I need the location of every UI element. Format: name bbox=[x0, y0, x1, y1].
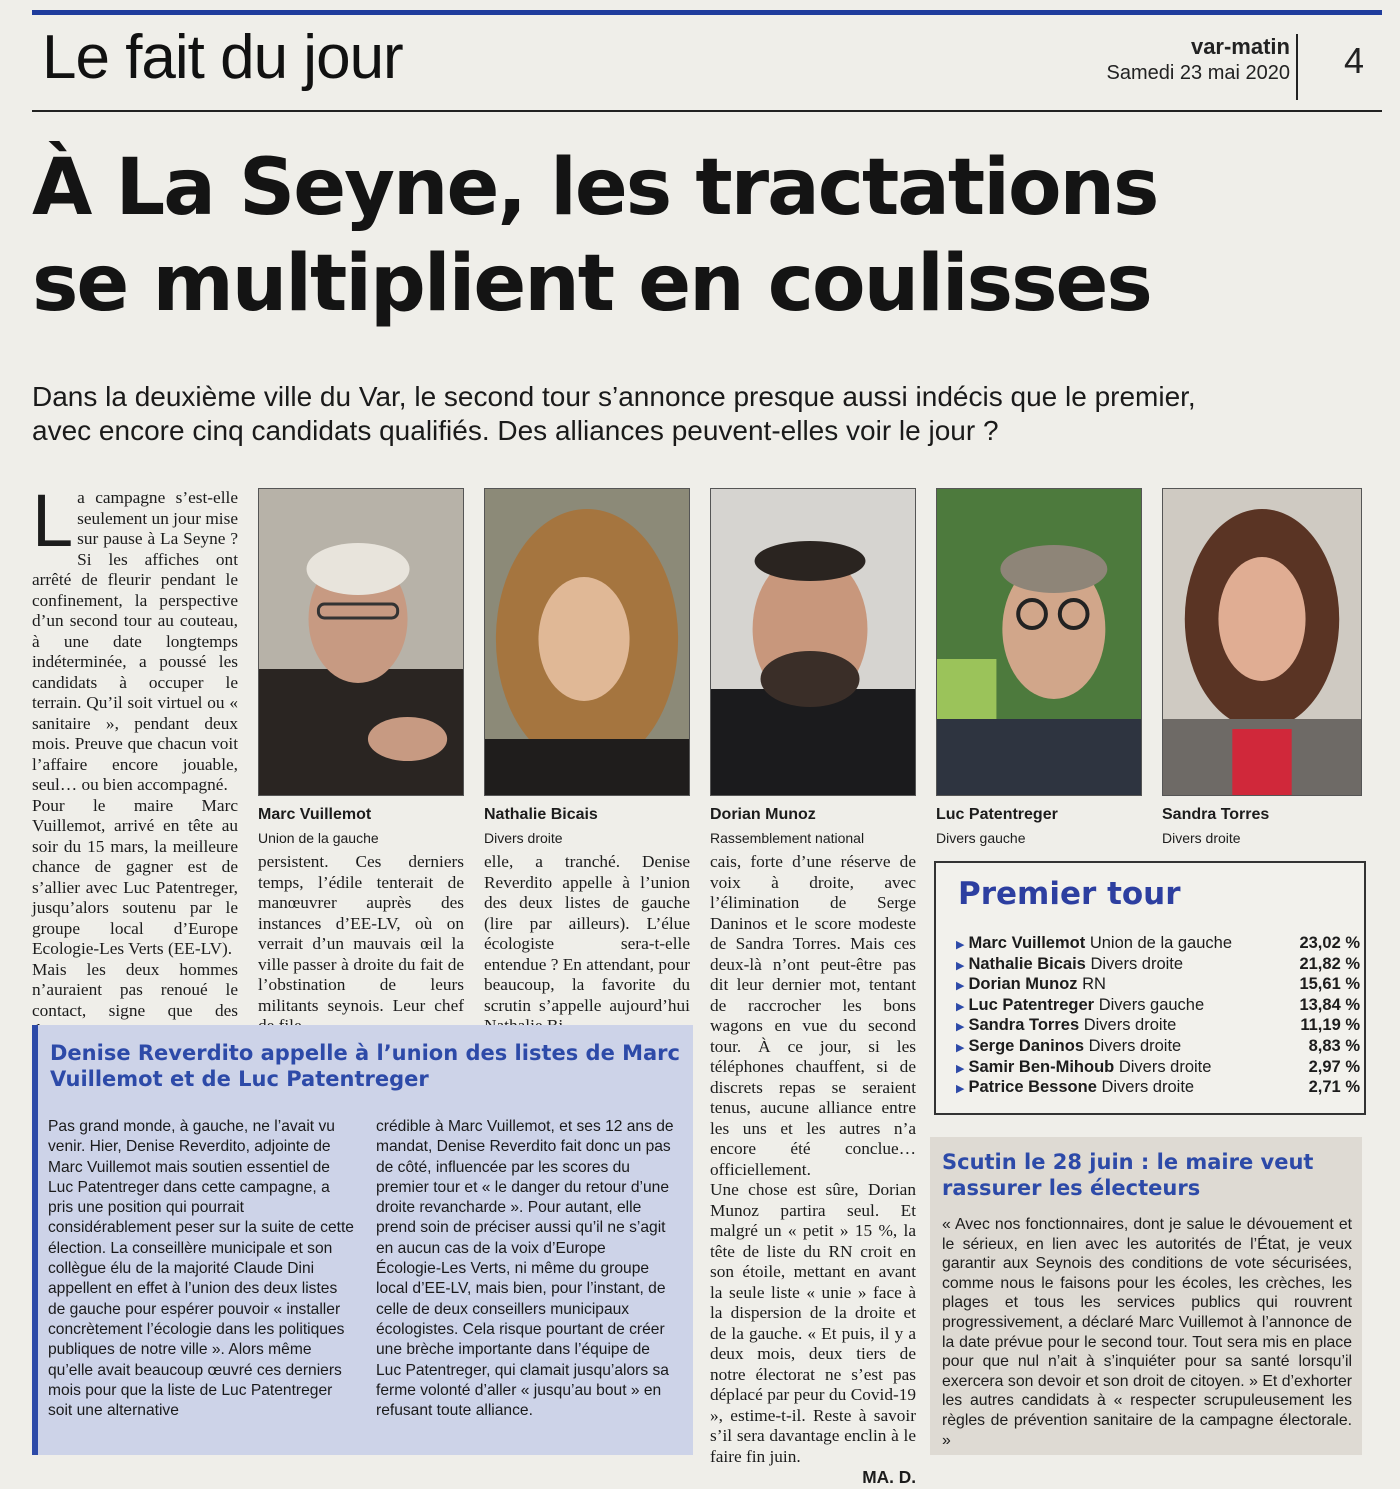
result-name: Sandra Torres bbox=[968, 1016, 1080, 1035]
candidate-name: Sandra Torres bbox=[1162, 806, 1270, 823]
result-party: Divers droite bbox=[1088, 1037, 1182, 1055]
candidate-card bbox=[710, 488, 916, 846]
candidate-name: Luc Patentreger bbox=[936, 806, 1058, 823]
bullet-icon: ▶ bbox=[956, 1042, 965, 1054]
article-column-1 bbox=[32, 479, 238, 1042]
candidate-card bbox=[258, 488, 464, 846]
result-percent: 2,97 % bbox=[1308, 1057, 1360, 1076]
sidebar-title: Denise Reverdito appelle à l’union des listes de Marc Vuillemot et de Luc Patentreger bbox=[50, 1041, 680, 1091]
sidebar-column-1: Pas grand monde, à gauche, ne l’avait vu venir. Hier, Denise Reverdito, adjointe de Marc Vuillemot mais soutien essentiel de Luc Patentreger dans cette campagne, a pris une position qui pourrait considérablement peser sur la suite de cette élection. La conseillère municipale et son collègue élu de la majorité Claude Dini appellent en effet à l’union des deux listes de gauche pour espérer pouvoir « installer concrètement l’écologie dans les politiques publiques de notre ville ». Alors même qu’elle avait beaucoup œuvré ces derniers mois pour que la liste de Luc Patentreger soit une alternative bbox=[48, 1118, 354, 1420]
page-number: 4 bbox=[1344, 40, 1365, 81]
candidate-party: Union de la gauche bbox=[258, 830, 379, 846]
candidate-card bbox=[936, 488, 1142, 846]
result-percent: 15,61 % bbox=[1299, 975, 1360, 994]
result-row bbox=[956, 934, 1360, 955]
result-name: Nathalie Bicais bbox=[968, 954, 1086, 973]
result-row bbox=[956, 1078, 1360, 1099]
newspaper-name: var-matin bbox=[1190, 34, 1290, 59]
bullet-icon: ▶ bbox=[956, 1021, 965, 1034]
intro-line-1: Dans la deuxième ville du Var, le second tour s’annonce presque aussi indécis que le premier, bbox=[32, 381, 1196, 412]
candidate-card bbox=[1162, 488, 1362, 846]
result-row bbox=[956, 975, 1360, 996]
result-row bbox=[956, 1037, 1360, 1058]
headline-line-1: À La Seyne, les tractations bbox=[32, 143, 1158, 233]
bullet-icon: ▶ bbox=[956, 959, 965, 972]
result-party: Divers droite bbox=[1101, 1078, 1195, 1097]
intro-line-2: avec encore cinq candidats qualifiés. Des alliances peuvent-elles voir le jour ? bbox=[32, 415, 999, 446]
candidate-name: Nathalie Bicais bbox=[484, 806, 598, 823]
result-percent: 2,71 % bbox=[1308, 1078, 1360, 1097]
article-paragraph: a campagne s’est-elle seulement un jour mise sur pause à La Seyne ? Si les affiches ont arrêté de fleurir pendant le confinement, la perspective d’un second tour au couteau, à une date longtemps indéterminée, a poussé les candidats à occuper le terrain. Qu’il soit virtuel ou « sanitaire », pendant deux mois. Preuve que chacun voit l’affaire encore jouable, seul… ou bien accompagné. bbox=[32, 488, 238, 794]
candidate-photo bbox=[1162, 488, 1362, 796]
sidebar-column-2: crédible à Marc Vuillemot, et ses 12 ans de mandat, Denise Reverdito fait donc un pas de côté, influencée par les scores du premier tour et « le danger du retour d’une droite revancharde ». Pour autant, elle prend soin de préciser aussi qu’il ne s’agit en aucun cas de la voix d’Europe Écologie-Les Verts, ni même du groupe local d’EE-LV, mais bien, pour l’instant, de celle de deux conseillers municipaux écologistes. Cela risque pourtant de créer une brèche importante dans l’équipe de Luc Patentreger, qui clamait jusqu’alors sa ferme volonté d’aller « jusqu’au bout » en refusant toute alliance. bbox=[376, 1118, 674, 1420]
result-row bbox=[956, 996, 1360, 1017]
article-paragraph: Une chose est sûre, Dorian Munoz partira seul. Et malgré un « petit » 15 %, la tête de liste du RN croit en son étoile, mettant en avant la seule liste « unie » face à la dispersion de la droite et de la gauche. « Et puis, il y a deux mois, deux tiers de notre électorat ne s’est pas déplacé par peur du Covid-19 », estime-t-il. Reste à savoir s’il sera davantage enclin à le faire fin juin. bbox=[710, 1180, 916, 1466]
candidate-party: Divers droite bbox=[484, 830, 563, 846]
article-paragraph: cais, forte d’une réserve de voix à droite, avec l’élimination de Serge Daninos et le score modeste de Sandra Torres. Mais ces deux-là n’ont peut-être pas dit leur dernier mot, tentant de raccrocher les bons wagons en vue du second tour. À ce jour, si les téléphones chauffent, si de discrets repas se seraient tenus, aucune alliance entre les uns et les autres n’a encore été conclue… officiellement. bbox=[710, 852, 916, 1179]
result-party: Union de la gauche bbox=[1089, 934, 1233, 952]
result-name: Marc Vuillemot bbox=[968, 934, 1086, 952]
headline-line-2: se multiplient en coulisses bbox=[32, 239, 1151, 329]
candidate-name: Marc Vuillemot bbox=[258, 806, 372, 823]
author-signature: MA. D. bbox=[862, 1467, 916, 1487]
result-party: Divers droite bbox=[1090, 954, 1184, 973]
article-column-2: persistent. Ces derniers temps, l’édile tenterait de manœuvrer auprès des instances d’EE-LV, où on verrait d’un mauvais œil la ville passer à droite du fait de l’obstination de leurs militants seynois. Leur chef bbox=[258, 852, 464, 1015]
result-row bbox=[956, 955, 1360, 976]
bullet-icon: ▶ bbox=[956, 1000, 965, 1013]
result-row bbox=[956, 1058, 1360, 1079]
bullet-icon: ▶ bbox=[956, 980, 965, 993]
candidate-photo bbox=[484, 488, 690, 796]
candidate-photo bbox=[710, 488, 916, 796]
result-party: RN bbox=[1082, 975, 1106, 994]
result-name: Patrice Bessone bbox=[968, 1078, 1097, 1097]
issue-date: Samedi 23 mai 2020 bbox=[1106, 62, 1290, 84]
result-percent: 23,02 % bbox=[1299, 934, 1360, 952]
result-name: Serge Daninos bbox=[968, 1037, 1085, 1055]
bullet-icon: ▶ bbox=[956, 1083, 965, 1096]
quote-box-text: « Avec nos fonctionnaires, dont je salue le dévouement et le sérieux, en lien avec les autorités de l’État, je veux garantir aux Seynois des conditions de vote sécurisées, comme nous le faisons pour les écoles, les crèches, les plages et tous les services publics qui rouvrent progressivement, a déclaré Marc Vuillemot à l’annonce de la date prévue pour le second tour. Tout sera mis en place pour que nul n’ait à s’inquiéter pour sa santé lorsqu’il exercera son devoir et son droit de citoyen. » Et d’exhorter les autres candidats à « respecter scrupuleusement les règles de prévention sanitaire de la campagne électorale. » bbox=[942, 1216, 1352, 1449]
bullet-icon: ▶ bbox=[956, 1062, 965, 1075]
bullet-icon: ▶ bbox=[956, 939, 965, 951]
quote-box-title: Scutin le 28 juin : le maire veut rassurer les électeurs bbox=[942, 1150, 1314, 1200]
candidate-photo bbox=[258, 488, 464, 796]
result-name: Samir Ben-Mihoub bbox=[968, 1057, 1115, 1076]
drop-cap: L bbox=[32, 479, 74, 562]
result-row bbox=[956, 1016, 1360, 1037]
header-rule bbox=[32, 110, 1382, 112]
results-title: Premier tour bbox=[958, 876, 1181, 912]
result-party: Divers gauche bbox=[1098, 995, 1205, 1014]
top-rule bbox=[32, 10, 1382, 15]
candidate-card bbox=[484, 488, 690, 846]
result-name: Luc Patentreger bbox=[968, 995, 1095, 1014]
headline bbox=[32, 140, 1382, 332]
result-percent: 21,82 % bbox=[1299, 954, 1360, 973]
article-paragraph: Pour le maire Marc Vuillemot, arrivé en tête au soir du 15 mars, la meilleure chance de gagner est de s’allier avec Luc Patentreger, jusqu’alors soutenu par le groupe local d’Europe Ecologie-Les Verts (EE-LV). bbox=[32, 795, 238, 958]
candidate-name: Dorian Munoz bbox=[710, 806, 816, 823]
result-party: Divers droite bbox=[1083, 1016, 1177, 1035]
result-party: Divers droite bbox=[1118, 1057, 1212, 1076]
article-paragraph: Mais les deux hommes n’auraient pas renoué le contact, signe que des bbox=[32, 959, 238, 1020]
page-divider bbox=[1296, 34, 1298, 100]
result-name: Dorian Munoz bbox=[968, 975, 1078, 994]
section-title: Le fait du jour bbox=[42, 23, 403, 92]
result-percent: 13,84 % bbox=[1299, 995, 1360, 1014]
candidate-photo bbox=[936, 488, 1142, 796]
article-column-4 bbox=[710, 852, 916, 1489]
candidate-party: Divers droite bbox=[1162, 830, 1241, 846]
candidate-party: Rassemblement national bbox=[710, 830, 865, 846]
article-column-3: elle, a tranché. Denise Reverdito appelle à l’union des deux listes de gauche (lire par ailleurs). L’élue écologiste sera-t-elle entendue ? En attendant, pour beaucoup, la favorite du scrutin s’appelle aujourd’hui bbox=[484, 852, 690, 1015]
result-percent: 11,19 % bbox=[1300, 1016, 1360, 1035]
intro-lede bbox=[32, 380, 1382, 448]
result-percent: 8,83 % bbox=[1308, 1037, 1360, 1055]
candidate-party: Divers gauche bbox=[936, 830, 1026, 846]
